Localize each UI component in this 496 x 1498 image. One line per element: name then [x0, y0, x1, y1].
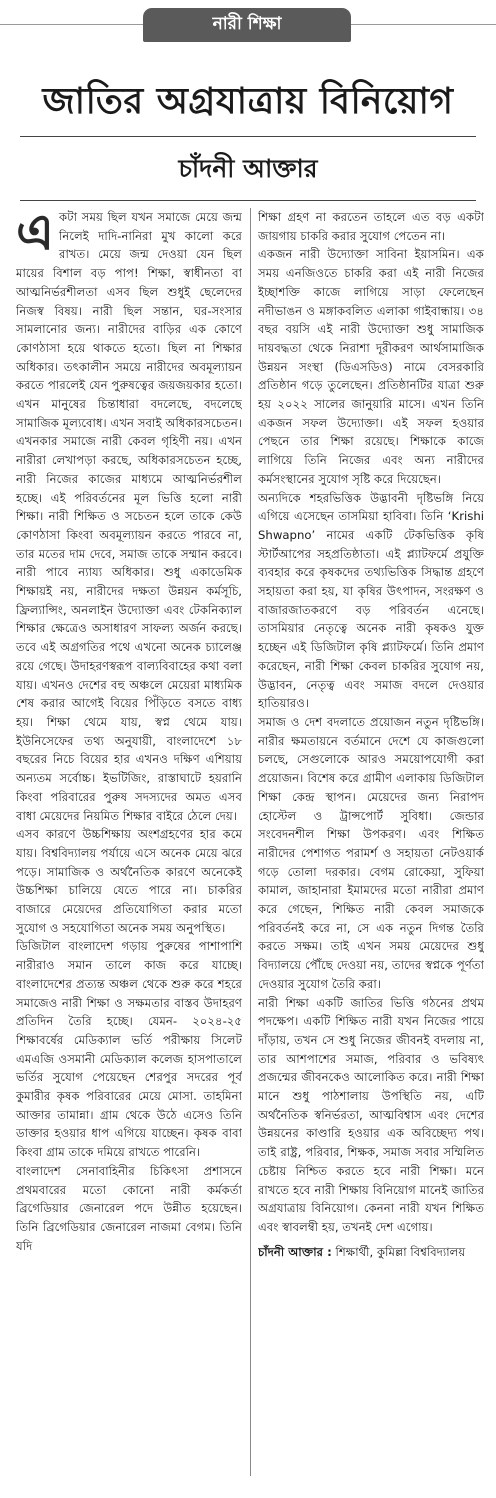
article-paragraph: ডিজিটাল বাংলাদেশ গড়ায় পুরুষের পাশাপাশি নারীরাও সমান তালে কাজ করে যাচ্ছে। বাংলাদেশের প্রত্যন্ত অঞ্চল থেকে শুরু করে শহরে সমাজেও নারী শিক্ষা ও সক্ষমতার বাস্তব উদাহরণ প্রতিদিন তৈরি হচ্ছে। যেমন- ২০২৪-২৫ শিক্ষাবর্ষের মেডিক্যাল ভর্তি পরীক্ষায় সিলেট এমএজি ওসমানী মেডিক্যাল কলেজ হাসপাতালে ভর্তির সুযোগ পেয়েছেন শেরপুর সদরের পূর্ব কুমারীর কৃষক পরিবারের মেয়ে মোসা. তাহমিনা আক্তার তামান্না। গ্রাম থেকে উঠে এসেও তিনি ডাক্তার হওয়ার ধাপ এগিয়ে যাচ্ছেন। কৃষক বাবা কিংবা গ্রাম তাকে দমিয়ে রাখতে পারেনি। — [16, 939, 242, 1160]
article-column-right — [258, 208, 484, 1480]
article-paragraph: একজন নারী উদ্যোক্তা সাবিনা ইয়াসমিন। এক সময় এনজিওতে চাকরি করা এই নারী নিজের ইচ্ছাশক্তি কাজে লাগিয়ে সাড়া ফেলেছেন নদীভাঙন ও মঙ্গাকবলিত এলাকা গাইবান্ধায়। ৩৪ বছর বয়সি এই নারী উদ্যোক্তা শুধু সামাজিক দায়বদ্ধতা থেকে নিরাশা দূরীকরণ আর্থসামাজিক উন্নয়ন সংস্থা (ডিএসডিও) নামে বেসরকারি প্রতিষ্ঠান গড়ে তুলেছেন। প্রতিষ্ঠানটির যাত্রা শুরু হয় ২০২২ সালের জানুয়ারি মাসে। এখন তিনি একজন সফল উদ্যোক্তা। এই সফল হওয়ার পেছনে তার শিক্ষা রয়েছে। শিক্ষাকে কাজে লাগিয়ে তিনি নিজের এবং অন্য নারীদের কর্মসংস্থানের সুযোগ সৃষ্টি করে দিয়েছেন। — [258, 247, 484, 486]
headline: জাতির অগ্রযাত্রায় বিনিয়োগ — [42, 81, 454, 122]
article-paragraph: নারী শিক্ষা একটি জাতির ভিত্তি গঠনের প্রথম পদক্ষেপ। একটি শিক্ষিত নারী যখন নিজের পায়ে দাঁড়ায়, তখন সে শুধু নিজের জীবনই বদলায় না, তার আশপাশের সমাজ, পরিবার ও ভবিষ্যৎ প্রজন্মের জীবনকেও আলোকিত করে। নারী শিক্ষা মানে শুধু পাঠশালায় উপস্থিতি নয়, এটি অর্থনৈতিক স্বনির্ভরতা, আত্মবিশ্বাস এবং দেশের উন্নয়নের কাণ্ডারি হওয়ার এক অবিচ্ছেদ্য পথ। তাই রাষ্ট্র, পরিবার, শিক্ষক, সমাজ সবার সম্মিলিত চেষ্টায় নিশ্চিত করতে হবে নারী শিক্ষা। মনে রাখতে হবে নারী শিক্ষায় বিনিয়োগ মানেই জাতির অগ্রযাত্রায় বিনিয়োগ। কেননা নারী যখন শিক্ষিত এবং স্বাবলম্বী হয়, তখনই দেশ এগোয়। — [258, 995, 484, 1234]
article-paragraph: বাংলাদেশ সেনাবাহিনীর চিকিৎসা প্রশাসনে প্রথমবারের মতো কোনো নারী কর্মকর্তা ব্রিগেডিয়ার জেনারেল পদে উন্নীত হয়েছেন। তিনি ব্রিগেডিয়ার জেনারেল নাজমা বেগম। তিনি যদি — [16, 1163, 242, 1253]
headline-divider — [20, 136, 476, 137]
article-paragraph — [16, 208, 242, 825]
dropcap: এ — [16, 208, 55, 261]
section-label: নারী শিক্ষা — [143, 8, 351, 42]
author-heading: চাঁদনী আক্তার — [178, 154, 318, 183]
byline — [258, 1243, 484, 1262]
author-divider — [20, 200, 476, 201]
column-divider — [250, 208, 251, 1476]
article-column-left — [16, 208, 242, 1480]
article-paragraph: এসব কারণে উচ্চশিক্ষায় অংশগ্রহণের হার কমে যায়। বিশ্ববিদ্যালয় পর্যায়ে এসে অনেক মেয়ে ঝরে পড়ে। সামাজিক ও অর্থনৈতিক কারণে অনেকেই উচ্চশিক্ষা চালিয়ে যেতে পারে না। চাকরির বাজারে মেয়েদের প্রতিযোগিতা করার মতো সুযোগ ও সহযোগিতা অনেক সময় অনুপস্থিত। — [16, 827, 242, 935]
article-paragraph: সমাজ ও দেশ বদলাতে প্রয়োজন নতুন দৃষ্টিভঙ্গি। নারীর ক্ষমতায়নে বর্তমানে দেশে যে কাজগুলো চলছে, সেগুলোকে আরও সময়োপযোগী করা প্রয়োজন। বিশেষ করে গ্রামীণ এলাকায় ডিজিটাল শিক্ষা কেন্দ্র স্থাপন। মেয়েদের জন্য নিরাপদ হোস্টেল ও ট্রান্সপোর্ট সুবিধা। জেন্ডার সংবেদনশীল শিক্ষা উপকরণ। এবং শিক্ষিত নারীদের পেশাগত পরামর্শ ও সহায়তা নেটওয়ার্ক গড়ে তোলা দরকার। বেগম রোকেয়া, সুফিয়া কামাল, জাহানারা ইমামদের মতো নারীরা প্রমাণ করে গেছেন, শিক্ষিত নারী কেবল সমাজকে পরিবর্তনই করে না, সে এক নতুন দিগন্ত তৈরি করতে সক্ষম। তাই এখন সময় মেয়েদের শুধু বিদ্যালয়ে পৌঁছে দেওয়া নয়, তাদের স্বপ্নকে পূর্ণতা দেওয়ার সুযোগ তৈরি করা। — [258, 714, 484, 991]
byline-affiliation: শিক্ষার্থী, কুমিল্লা বিশ্ববিদ্যালয় — [335, 1244, 466, 1259]
article-paragraph: অন্যদিকে শহরভিত্তিক উদ্ভাবনী দৃষ্টিভঙ্গি নিয়ে এগিয়ে এসেছেন তাসমিয়া হাবিবা। তিনি ‘Krishi Shwapno’ নামের একটি টেকভিত্তিক কৃষি স্টার্টআপের সহপ্রতিষ্ঠাতা। এই প্ল্যাটফর্মে প্রযুক্তি ব্যবহার করে কৃষকদের তথ্যভিত্তিক সিদ্ধান্ত গ্রহণে সহায়তা করা হয়, যা কৃষির উৎপাদন, সংরক্ষণ ও বাজারজাতকরণে বড় পরিবর্তন এনেছে। তাসমিয়ার নেতৃত্বে অনেক নারী কৃষকও যুক্ত হচ্ছেন এই ডিজিটাল কৃষি প্ল্যাটফর্মে। তিনি প্রমাণ করেছেন, নারী শিক্ষা কেবল চাকরির সুযোগ নয়, উদ্ভাবন, নেতৃত্ব এবং সমাজ বদলে দেওয়ার হাতিয়ারও। — [258, 490, 484, 711]
paragraph-text: কটা সময় ছিল যখন সমাজে মেয়ে জন্ম নিলেই দাদি-নানিরা মুখ কালো করে রাখত। মেয়ে জন্ম দেওয়া যেন ছিল মায়ের বিশাল বড় পাপ! শিক্ষা, স্বাধীনতা বা আত্মনির্ভরশীলতা এসব ছিল শুধুই ছেলেদের নিজস্ব বিষয়। নারী ছিল সন্তান, ঘর-সংসার সামলানোর জন্য। নারীদের বাড়ির এক কোণে কোণঠাসা হয়ে থাকতে হতো। ছিল না শিক্ষার অধিকার। তৎকালীন সময়ে নারীদের অবমূল্যায়ন করতে পারলেই যেন পুরুষত্বের জয়জয়কার হতো। এখন মানুষের চিন্তাধারা বদলেছে, বদলেছে সামাজিক মূল্যবোধ। এখন সবাই অধিকারসচেতন। এখনকার সমাজে নারী কেবল গৃহিণী নয়। এখন নারীরা লেখাপড়া করছে, অধিকারসচেতন হচ্ছে, নারী নিজের কাজের মাধ্যমে আত্মনির্ভরশীল হচ্ছে। এই পরিবর্তনের মূল ভিত্তি হলো নারী শিক্ষা। নারী শিক্ষিত ও সচেতন হলে তাকে কেউ কোণঠাসা কিংবা অবমূল্যায়ন করতে পারবে না, তার মতের দাম দেবে, সমাজ তাকে সম্মান করবে। নারী পাবে ন্যায্য অধিকার। শুধু একাডেমিক শিক্ষায়ই নয়, নারীদের দক্ষতা উন্নয়ন কর্মসূচি, ফ্রিল্যান্সিং, অনলাইন উদ্যোক্তা এবং টেকনিক্যাল শিক্ষার ক্ষেত্রেও অসাধারণ সাফল্য অর্জন করছে। তবে এই অগ্রগতির পথে এখনো অনেক চ্যালেঞ্জ রয়ে গেছে। উদাহরণস্বরূপ বাল্যবিবাহের কথা বলা যায়। এখনও দেশের বহু অঞ্চলে মেয়েরা মাধ্যমিক শেষ করার আগেই বিয়ের পিঁড়িতে বসতে বাধ্য হয়। শিক্ষা থেমে যায়, স্বপ্ন থেমে যায়। ইউনিসেফের তথ্য অনুযায়ী, বাংলাদেশে ১৮ বছরের নিচে বিয়ের হার এখনও দক্ষিণ এশিয়ায় অন্যতম সর্বোচ্চ। ইভটিজিং, রাস্তাঘাটে হয়রানি কিংবা পরিবারের পুরুষ সদস্যদের অমত এসব বাধা মেয়েদের নিয়মিত শিক্ষার বাইরে ঠেলে দেয়। — [16, 210, 242, 823]
article-paragraph: শিক্ষা গ্রহণ না করতেন তাহলে এত বড় একটা জায়গায় চাকরি করার সুযোগ পেতেন না। — [258, 210, 484, 243]
byline-name: চাঁদনী আক্তার : — [258, 1244, 332, 1259]
